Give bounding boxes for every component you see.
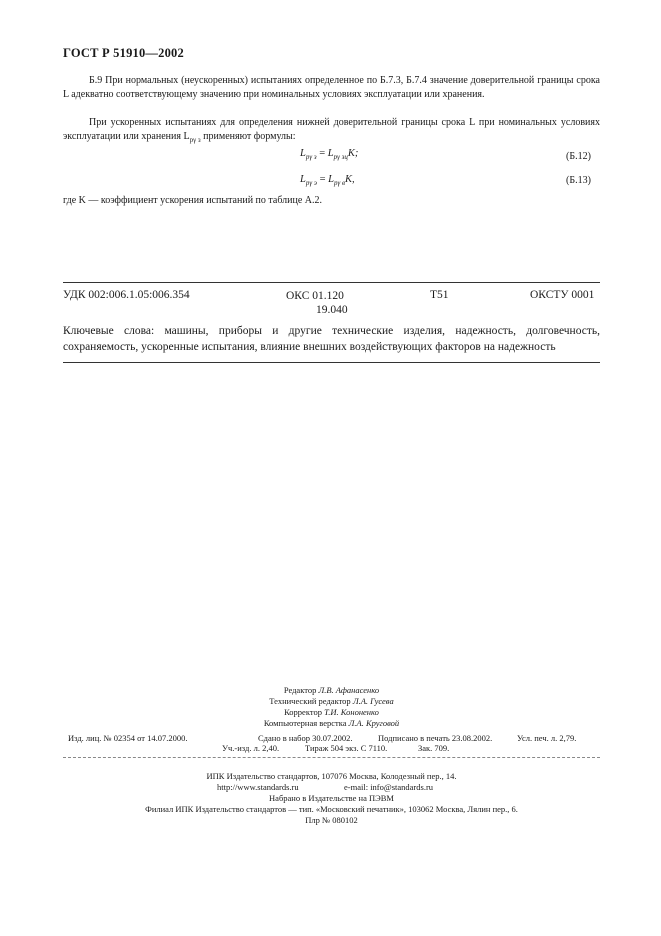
document-header: ГОСТ Р 51910—2002 — [63, 46, 184, 60]
formula-symbol: L — [300, 174, 306, 185]
formula-symbol: L — [328, 174, 334, 185]
imprint-name: Т.И. Кононенко — [324, 707, 379, 717]
keywords: Ключевые слова: машины, приборы и другие технические изделия, надежность, долговечность, сохраняемость, ускоренные испытания, влияние внешних воздействующих факторов на надежность — [63, 325, 600, 353]
paragraph-accelerated-text: При ускоренных испытаниях для определения нижней доверительной границы срока L при номинальных условиях эксплуатации или хранения L — [63, 117, 600, 142]
imprint-tech-editor — [63, 696, 600, 707]
formula-equals: = — [316, 174, 329, 185]
imprint-label: Корректор — [284, 707, 325, 717]
formula-subscript: pγ э — [305, 179, 317, 188]
divider-top — [63, 282, 600, 283]
imprint-label: Редактор — [283, 685, 319, 695]
imprint-name: Л.А. Круговой — [348, 718, 400, 728]
t-code: Т51 — [430, 289, 449, 301]
okstu-code: ОКСТУ 0001 — [530, 289, 595, 301]
imprint-name: Л.А. Гусева — [352, 696, 394, 706]
imprint-order: Зак. 709. — [418, 743, 450, 753]
oks-code — [286, 289, 348, 317]
imprint-label: Компьютерная верстка — [263, 718, 349, 728]
imprint-email: e-mail: info@standards.ru — [344, 782, 434, 792]
imprint-website: http://www.standards.ru — [217, 782, 299, 792]
paragraph-where: где K — коэффициент ускорения испытаний по таблице А.2. — [63, 195, 323, 206]
imprint-divider — [63, 757, 600, 758]
imprint-typeset: Набрано в Издательстве на ПЭВМ — [269, 793, 394, 803]
formula-subscript: pγ зц — [333, 153, 348, 162]
formula-symbol: L — [327, 148, 334, 159]
formula-b13 — [300, 174, 355, 187]
formula-subscript: pγ з — [305, 153, 317, 162]
imprint-circulation: Тираж 504 экз. С 7110. — [305, 743, 388, 753]
imprint-typeset-date: Сдано в набор 30.07.2002. — [258, 733, 353, 743]
imprint-layout — [63, 718, 600, 729]
formula-factor: K; — [347, 148, 359, 159]
imprint-publisher: ИПК Издательство стандартов, 107076 Москва, Колодезный пер., 14. — [206, 771, 457, 781]
paragraph-b9: Б.9 При нормальных (неускоренных) испытаниях определенное по Б.7.3, Б.7.4 значение доверительной границы срока L адекватно соответствующему значению при номинальных условиях эксплуатации или хранения. — [63, 75, 600, 100]
formula-symbol: L — [300, 148, 306, 159]
formula-equals: = — [316, 148, 328, 159]
imprint-name: Л.В. Афанасенко — [318, 685, 380, 695]
udk-code: УДК 002:006.1.05:006.354 — [63, 289, 190, 301]
imprint-print-date: Подписано в печать 23.08.2002. — [378, 733, 493, 743]
formula-b12 — [300, 148, 358, 161]
formula-subscript: pγ в — [333, 179, 346, 188]
imprint-editor — [63, 685, 600, 696]
imprint-corrector — [63, 707, 600, 718]
subscript: pγ з — [189, 136, 201, 144]
oks-line-1: ОКС 01.120 — [286, 290, 344, 302]
imprint-label: Технический редактор — [269, 696, 353, 706]
imprint-plr: Плр № 080102 — [305, 815, 358, 825]
divider-bottom — [63, 362, 600, 363]
imprint-print-sheets: Усл. печ. л. 2,79. — [517, 733, 577, 743]
imprint-edit-sheets: Уч.-изд. л. 2,40. — [222, 743, 280, 753]
oks-line-2: 19.040 — [316, 304, 348, 316]
paragraph-accelerated-tail: применяют формулы: — [200, 131, 296, 142]
formula-number-b12: (Б.12) — [566, 151, 591, 162]
formula-number-b13: (Б.13) — [566, 175, 591, 186]
formula-factor: K, — [345, 174, 355, 185]
paragraph-accelerated — [63, 116, 600, 147]
imprint-branch: Филиал ИПК Издательство стандартов — тип. «Московский печатник», 103062 Москва, Лялин пер., 6. — [145, 804, 518, 814]
imprint-license: Изд. лиц. № 02354 от 14.07.2000. — [68, 733, 188, 743]
